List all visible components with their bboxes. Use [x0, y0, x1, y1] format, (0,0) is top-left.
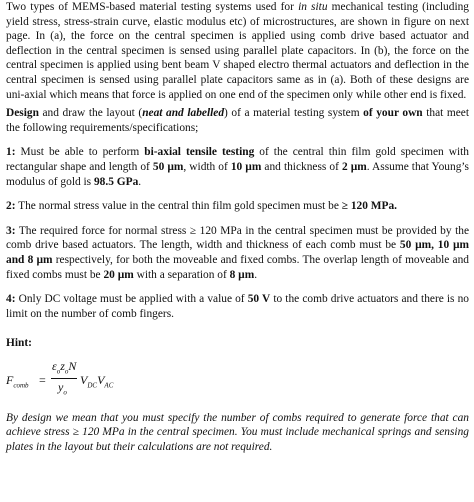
formula-voltages: $V_{DC}V_{AC}$ [80, 372, 114, 390]
fraction-bar [51, 378, 77, 379]
closing-note: By design we mean that you must specify the number of combs required to generate force that can achieve stress ≥ 120 MPa in the central specimen. You must include mechanical springs and sensing plates in the layout but their calculations are not required. [6, 411, 469, 454]
formula-equals: = [39, 372, 46, 387]
hint-heading: Hint: [6, 337, 32, 350]
formula-numerator: $\varepsilon_oz_oN$ [52, 358, 77, 376]
formula-denominator: $y_o$ [58, 379, 67, 397]
requirement-2: 2: The normal stress value in the central thin film gold specimen must be ≥ 120 MPa. [6, 200, 398, 213]
requirement-4: 4: Only DC voltage must be applied with a value of 50 V to the comb drive actuators and there is no limit on the number of comb fingers. [6, 293, 469, 320]
requirement-1: 1: Must be able to perform bi-axial tensile testing of the central thin film gold specimen with rectangular shape and length of 50 µm, width of 10 µm and thickness of 2 µm. Assume that Young’s modulus of gold is 98.5 GPa. [6, 146, 469, 188]
intro-paragraph: Two types of MEMS-based material testing systems used for in situ mechanical testing (including yield stress, stress-strain curve, elastic modulus etc) of microstructures, are shown in figure on next page. In (a), the force on the central specimen is applied using comb drive based actuator and deflection in the central specimen is sensed using parallel plate capacitors. In (b), the force on the central specimen is applied using bent beam V shaped electro thermal actuators and deflection in the central specimen is sensed using parallel plate capacitors same as in (a). Both of these designs are uni-axial which means that force is applied on one end of the specimen only while other end is fixed. [6, 1, 469, 101]
requirement-3: 3: The required force for normal stress ≥ 120 MPa in the central specimen must be provided by the comb drive based actuators. The length, width and thickness of each comb must be 50 µm, 10 µm and 8 µm respectively, for both the moveable and fixed combs. The overlap length of moveable and fixed combs must be 20 µm with a separation of 8 µm. [6, 224, 470, 281]
formula-lhs: $F_{comb}$ [6, 372, 29, 390]
design-paragraph: Design and draw the layout (neat and labelled) of a material testing system of your own that meet the following requirements/specifications; [6, 107, 470, 134]
comb-force-formula [6, 359, 469, 403]
